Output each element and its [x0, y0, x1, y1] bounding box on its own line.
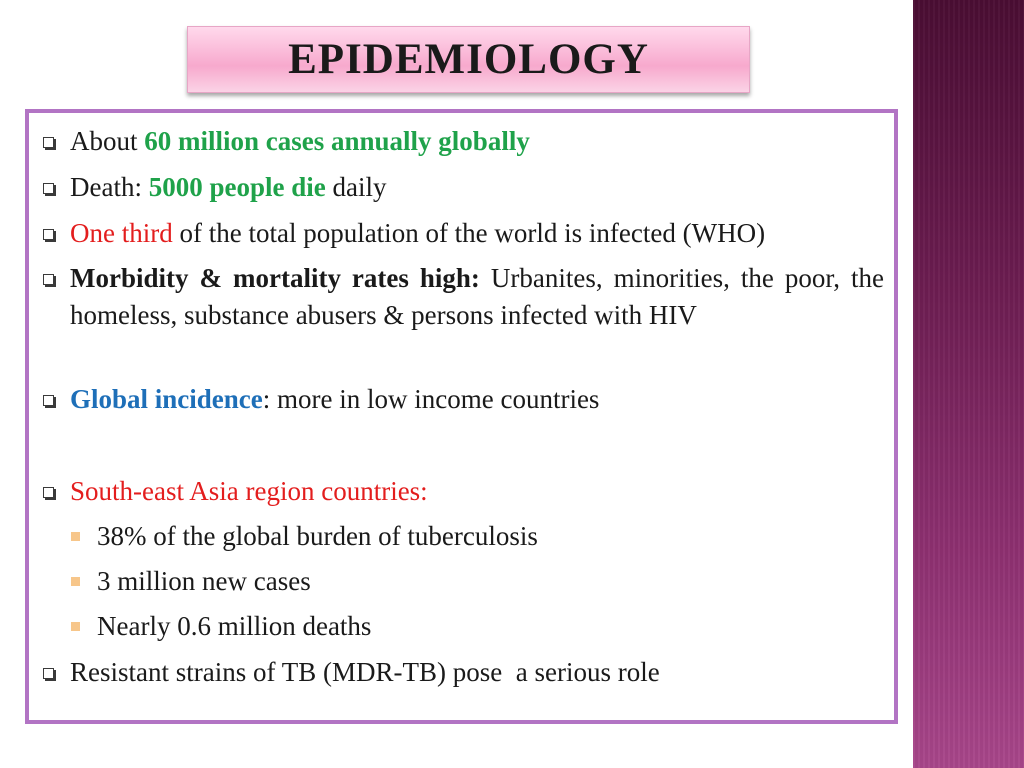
- cases-highlight: 60 million cases annually globally: [144, 126, 530, 156]
- bullet-deaths: Death: 5000 people die daily: [43, 169, 884, 206]
- bullet-global-incidence: Global incidence: more in low income countries: [43, 381, 884, 418]
- checkbox-bullet-icon: [43, 274, 54, 285]
- page-title: EPIDEMIOLOGY: [288, 36, 649, 83]
- bullet-resistant-strains: Resistant strains of TB (MDR-TB) pose a serious role: [43, 654, 884, 691]
- decorative-side-band: [913, 0, 1024, 768]
- content-frame: [25, 109, 898, 724]
- title-banner: [187, 26, 750, 93]
- checkbox-bullet-icon: [43, 668, 54, 679]
- sub-bullet-deaths: Nearly 0.6 million deaths: [71, 608, 884, 645]
- checkbox-bullet-icon: [43, 487, 54, 498]
- square-bullet-icon: [71, 577, 80, 586]
- global-incidence-highlight: Global incidence: [70, 384, 263, 414]
- side-band-texture: [913, 0, 1024, 768]
- bullet-infected: One third of the total population of the world is infected (WHO): [43, 215, 884, 252]
- checkbox-bullet-icon: [43, 229, 54, 240]
- sea-region-heading: South-east Asia region countries:: [70, 476, 428, 506]
- square-bullet-icon: [71, 532, 80, 541]
- bullet-cases: About 60 million cases annually globally: [43, 123, 884, 160]
- checkbox-bullet-icon: [43, 183, 54, 194]
- square-bullet-icon: [71, 622, 80, 631]
- bullet-sea-region: [43, 473, 884, 510]
- morbidity-heading: Morbidity & mortality rates high:: [70, 263, 480, 293]
- one-third-highlight: One third: [70, 218, 173, 248]
- checkbox-bullet-icon: [43, 137, 54, 148]
- deaths-highlight: 5000 people die: [148, 172, 326, 202]
- bullet-morbidity: Morbidity & mortality rates high: Urbanites, minorities, the poor, the homeless, substance abusers & persons infected with HIV: [43, 260, 884, 334]
- checkbox-bullet-icon: [43, 395, 54, 406]
- sub-bullet-new-cases: 3 million new cases: [71, 563, 884, 600]
- sub-bullet-burden: 38% of the global burden of tuberculosis: [71, 518, 884, 555]
